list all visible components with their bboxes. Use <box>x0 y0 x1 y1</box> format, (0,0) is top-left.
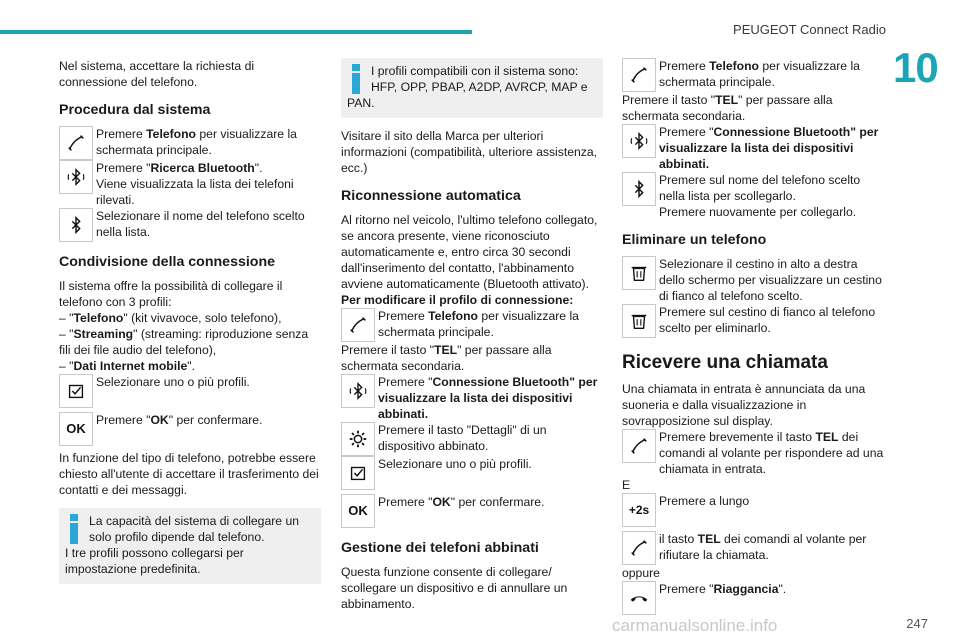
heading-condivisione: Condivisione della connessione <box>59 254 276 270</box>
profile-telefono: – "Telefono" (kit vivavoce, solo telefono), <box>59 311 282 325</box>
hang-up-icon <box>622 581 656 615</box>
profile-streaming: – "Streaming" (streaming: riproduzione senza fili dei file audio del telefono), <box>59 327 309 357</box>
step-tel-long: il tasto TEL dei comandi al volante per rifiutare la chiamata. <box>622 531 886 565</box>
bluetooth-search-icon <box>622 124 656 158</box>
watermark: carmanualsonline.info <box>612 616 778 635</box>
step-telefono: Premere Telefono per visualizzare la schermata principale. <box>59 126 321 160</box>
step-ok: OK Premere "OK" per confermare. <box>59 412 321 446</box>
checkbox-icon <box>341 456 375 490</box>
phone-icon <box>59 126 93 160</box>
step-ok: OK Premere "OK" per confermare. <box>341 494 603 528</box>
info-box-2: I profili compatibili con il sistema sono: HFP, OPP, PBAP, A2DP, AVRCP, MAP e PAN. <box>341 58 603 118</box>
step-cestino-select: Selezionare il cestino in alto a destra dello schermo per visualizzare un cestino di fianco al telefono scelto. <box>622 256 886 304</box>
phone-icon <box>622 58 656 92</box>
step-scollegare: Premere sul nome del telefono scelto nella lista per scollegarlo. Premere nuovamente per collegarlo. <box>622 172 886 220</box>
step-ricerca-bluetooth: Premere "Ricerca Bluetooth". Viene visualizzata la lista dei telefoni rilevati. <box>59 160 321 208</box>
info-box-1: La capacità del sistema di collegare un solo profilo dipende dal telefono. I tre profili possono collegarsi per impostazione predefinita. <box>59 508 321 584</box>
column-1: Nel sistema, accettare la richiesta di connessione del telefono. Procedura dal sistema Premere Telefono per visualizzare la schermata principale. Premere "Ricerca Bluetooth". Viene visualizzata la lista dei telefoni rilevati. Selezionare il nome del telefono scelto nella lista. Condivisione della connessione Il sistema offre la possibilità di collegare il telefono con 3 profili: – "Telefono" (kit vivavoce, solo telefono), – "Streaming" (streaming: riproduzione senza fili dei file audio del telefono), – "Dati Internet mobile". Selezionare uno o più profili. OK Premere "OK" per confermare. In funzione del tipo di telefono, potrebbe essere chiesto all'utente di accettare il trasferimento dei contatti e dei messaggi. La capacità del sistema di collegare un solo profilo dipende dal telefono. I tre profili possono collegarsi per impostazione predefinita. <box>59 58 321 584</box>
bluetooth-search-icon <box>341 374 375 408</box>
trash-icon <box>622 256 656 290</box>
info-icon <box>349 64 363 94</box>
bluetooth-icon <box>59 208 93 242</box>
step-select-phone: Selezionare il nome del telefono scelto nella lista. <box>59 208 321 242</box>
header-accent-bar <box>0 30 472 34</box>
step-connessione-bluetooth: Premere "Connessione Bluetooth" per visualizzare la lista dei dispositivi abbinati. <box>341 374 603 422</box>
ok-icon: OK <box>341 494 375 528</box>
heading-riconnessione: Riconnessione automatica <box>341 188 521 204</box>
plus-2s-icon: +2s <box>622 493 656 527</box>
heading-eliminare: Eliminare un telefono <box>622 232 767 248</box>
heading-gestione: Gestione dei telefoni abbinati <box>341 540 539 556</box>
chapter-number: 10 <box>893 44 938 91</box>
heading-ricevere: Ricevere una chiamata <box>622 352 828 373</box>
step-press-long: +2s Premere a lungo <box>622 493 886 527</box>
column-2: I profili compatibili con il sistema sono: HFP, OPP, PBAP, A2DP, AVRCP, MAP e PAN. Visitare il sito della Marca per ulteriori informazioni (compatibilità, ulteriore assistenza, ecc.) Riconnessione automatica Al ritorno nel veicolo, l'ultimo telefono collegato, se ancora presente, viene riconosciuto automaticamente e, entro circa 30 secondi dall'inserimento del contatto, l'abbinamento avviene automaticamente (Bluetooth attivato). Per modificare il profilo di connessione: Premere Telefono per visualizzare la schermata principale. Premere il tasto "TEL" per passare alla schermata secondaria. Premere "Connessione Bluetooth" per visualizzare la lista dei dispositivi abbinati. Premere il tasto "Dettagli" di un dispositivo abbinato. Selezionare uno o più profili. OK Premere "OK" per confermare. Gestione dei telefoni abbinati Questa funzione consente di collegare/ scollegare un dispositivo e di annullare un abbinamento. <box>341 58 603 612</box>
gear-icon <box>341 422 375 456</box>
heading-procedura: Procedura dal sistema <box>59 102 211 118</box>
profile-dati: – "Dati Internet mobile". <box>59 359 195 373</box>
step-dettagli: Premere il tasto "Dettagli" di un dispositivo abbinato. <box>341 422 603 456</box>
ok-icon: OK <box>59 412 93 446</box>
trash-icon <box>622 304 656 338</box>
step-select-profiles: Selezionare uno o più profili. <box>341 456 603 490</box>
info-icon <box>67 514 81 544</box>
checkbox-icon <box>59 374 93 408</box>
step-connessione-bluetooth: Premere "Connessione Bluetooth" per visualizzare la lista dei dispositivi abbinati. <box>622 124 886 172</box>
intro-text: Nel sistema, accettare la richiesta di connessione del telefono. <box>59 59 255 89</box>
column-3: Premere Telefono per visualizzare la schermata principale. Premere il tasto "TEL" per passare alla schermata secondaria. Premere "Connessione Bluetooth" per visualizzare la lista dei dispositivi abbinati. Premere sul nome del telefono scelto nella lista per scollegarlo. Premere nuovamente per collegarlo. Eliminare un telefono Selezionare il cestino in alto a destra dello schermo per visualizzare un cestino di fianco al telefono scelto. Premere sul cestino di fianco al telefono scelto per eliminarlo. Ricevere una chiamata Una chiamata in entrata è annunciata da una suoneria e dalla visualizzazione in sovrapposizione sul display. Premere brevemente il tasto TEL dei comandi al volante per rispondere ad una chiamata in entrata. E +2s Premere a lungo il tasto TEL dei comandi al volante per rifiutare la chiamata. oppure Premere "Riaggancia". <box>622 58 886 615</box>
phone-icon <box>622 429 656 463</box>
step-tel-short: Premere brevemente il tasto TEL dei comandi al volante per rispondere ad una chiamata in entrata. <box>622 429 886 477</box>
step-riaggancia: Premere "Riaggancia". <box>622 581 886 615</box>
page-number: 247 <box>906 616 928 631</box>
step-telefono: Premere Telefono per visualizzare la schermata principale. <box>622 58 886 92</box>
bluetooth-search-icon <box>59 160 93 194</box>
phone-icon <box>341 308 375 342</box>
header-title: PEUGEOT Connect Radio <box>733 22 886 37</box>
bluetooth-icon <box>622 172 656 206</box>
step-select-profiles: Selezionare uno o più profili. <box>59 374 321 408</box>
step-telefono: Premere Telefono per visualizzare la schermata principale. <box>341 308 603 342</box>
step-cestino-delete: Premere sul cestino di fianco al telefono scelto per eliminarlo. <box>622 304 886 338</box>
phone-icon <box>622 531 656 565</box>
